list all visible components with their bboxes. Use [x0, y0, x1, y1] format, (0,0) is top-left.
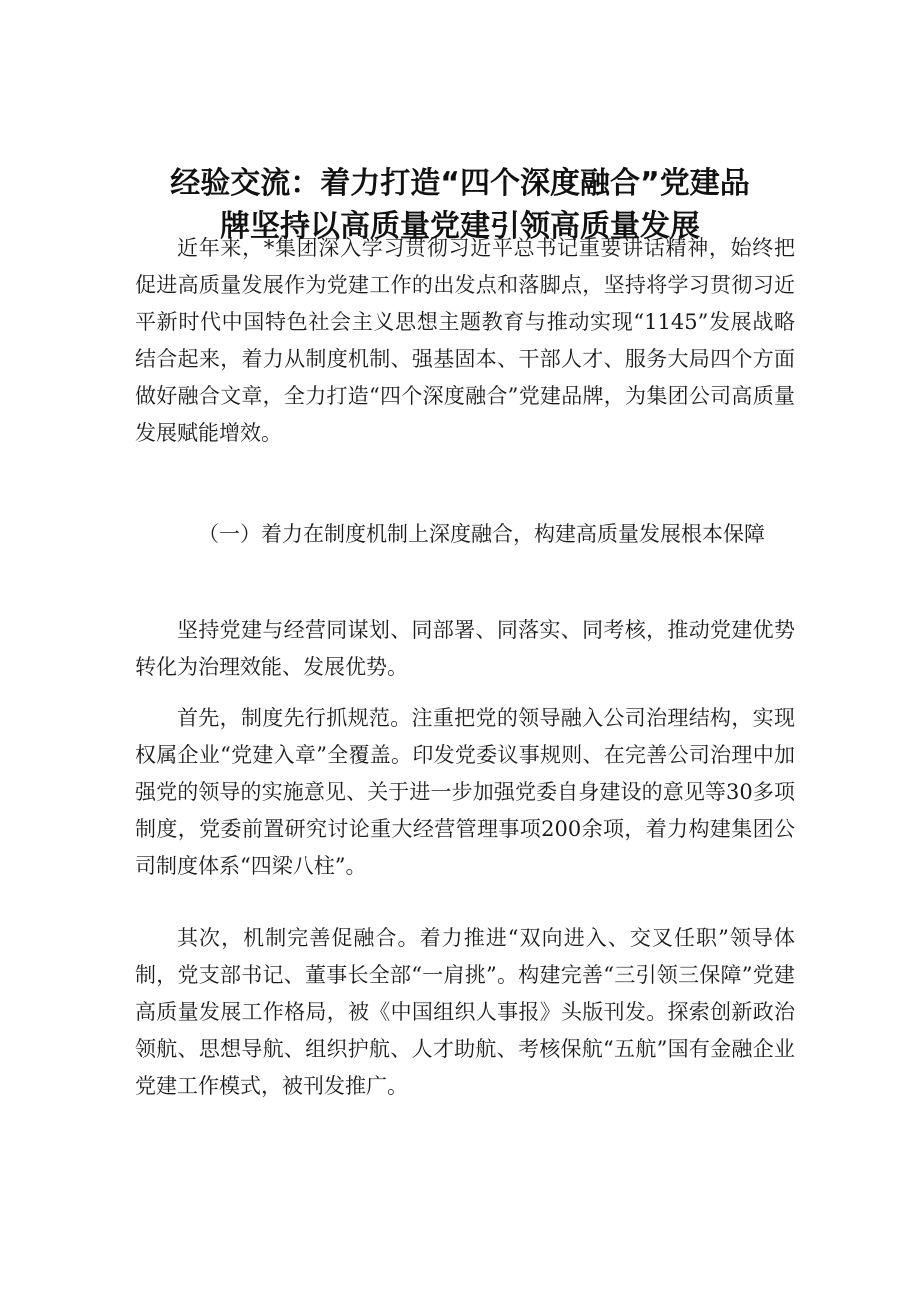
- intro-paragraph: 近年来，*集团深入学习贯彻习近平总书记重要讲话精神，始终把促进高质量发展作为党建工作的出发点和落脚点，坚持将学习贯彻习近平新时代中国特色社会主义思想主题教育与推动实现“1145”发展战略结合起来，着力从制度机制、强基固本、干部人才、服务大局四个方面做好融合文章，全力打造“四个深度融合”党建品牌，为集团公司高质量发展赋能增效。: [135, 236, 795, 445]
- title-line-1: 经验交流：着力打造“四个深度融合”党建品: [170, 166, 750, 201]
- body-paragraph-2: 首先，制度先行抓规范。注重把党的领导融入公司治理结构，实现权属企业“党建入章”全覆盖。印发党委议事规则、在完善公司治理中加强党的领导的实施意见、关于进一步加强党委自身建设的意见等30多项制度，党委前置研究讨论重大经营管理事项200余项，着力构建集团公司制度体系“四梁八柱”。: [135, 706, 795, 878]
- body-paragraph-3: 其次，机制完善促融合。着力推进“双向进入、交叉任职”领导体制，党支部书记、董事长全部“一肩挑”。构建完善“三引领三保障”党建高质量发展工作格局，被《中国组织人事报》头版刊发。探索创新政治领航、思想导航、组织护航、人才助航、考核保航“五航”国有金融企业党建工作模式，被刊发推广。: [135, 926, 795, 1098]
- section-heading: （一）着力在制度机制上深度融合，构建高质量发展根本保障: [198, 522, 765, 546]
- title-line-2: 牌坚持以高质量党建引领高质量发展: [220, 209, 700, 244]
- body-paragraph-1: 坚持党建与经营同谋划、同部署、同落实、同考核，推动党建优势转化为治理效能、发展优势。: [135, 618, 795, 679]
